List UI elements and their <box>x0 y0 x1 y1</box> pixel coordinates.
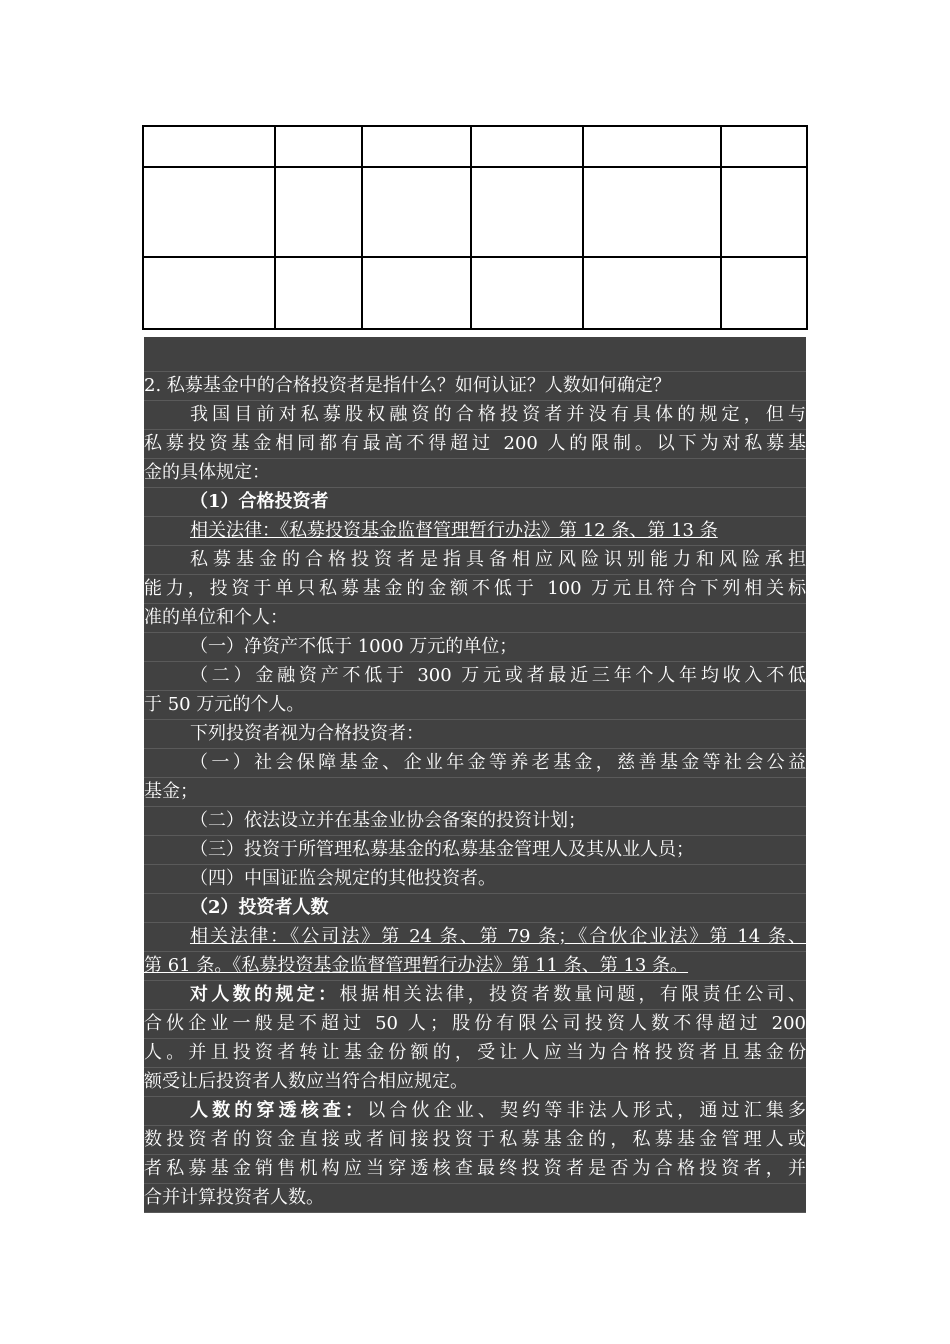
table-cell <box>721 257 807 329</box>
question-title: 2. 私募基金中的合格投资者是指什么？如何认证？人数如何确定？ <box>144 372 806 401</box>
definition-line: 能力，投资于单只私募基金的金额不低于 100 万元且符合下列相关标 <box>144 575 806 604</box>
rule-line: 额受让后投资者人数应当符合相应规定。 <box>144 1068 806 1097</box>
section1-heading: （1）合格投资者 <box>144 488 806 517</box>
table-cell <box>583 126 721 167</box>
section2-law: 第 61 条。《私募投资基金监督管理暂行办法》第 11 条、第 13 条。 <box>144 952 806 981</box>
table-cell <box>362 126 471 167</box>
rule-line <box>144 981 806 1010</box>
lookthrough-line: 合并计算投资者人数。 <box>144 1184 806 1213</box>
lookthrough-line: 数投资者的资金直接或者间接投资于私募基金的，私募基金管理人或 <box>144 1126 806 1155</box>
table-row <box>143 126 807 167</box>
lookthrough-text: 以合伙企业、契约等非法人形式，通过汇集多 <box>367 1100 806 1121</box>
deemed-item: （四）中国证监会规定的其他投资者。 <box>144 865 806 894</box>
document-body <box>144 337 806 1213</box>
section2-law: 相关法律：《公司法》第 24 条、第 79 条；《合伙企业法》第 14 条、 <box>144 923 806 952</box>
definition-line: 私募基金的合格投资者是指具备相应风险识别能力和风险承担 <box>144 546 806 575</box>
table-cell <box>721 167 807 257</box>
blank-line <box>144 337 806 372</box>
table-cell <box>275 167 362 257</box>
table-cell <box>275 257 362 329</box>
criteria-item: （二）金融资产不低于 300 万元或者最近三年个人年均收入不低 <box>144 662 806 691</box>
intro-line: 我国目前对私募股权融资的合格投资者并没有具体的规定，但与 <box>144 401 806 430</box>
intro-line: 私募投资基金相同都有最高不得超过 200 人的限制。以下为对私募基 <box>144 430 806 459</box>
table-cell <box>362 257 471 329</box>
table-row <box>143 257 807 329</box>
intro-line: 金的具体规定： <box>144 459 806 488</box>
table-row <box>143 167 807 257</box>
table-cell <box>471 257 583 329</box>
table-cell <box>275 126 362 167</box>
table-cell <box>583 167 721 257</box>
rule-line: 人。并且投资者转让基金份额的，受让人应当为合格投资者且基金份 <box>144 1039 806 1068</box>
rule-text: 根据相关法律，投资者数量问题，有限责任公司、 <box>339 984 806 1005</box>
lookthrough-line: 者私募基金销售机构应当穿透核查最终投资者是否为合格投资者，并 <box>144 1155 806 1184</box>
section1-law: 相关法律：《私募投资基金监督管理暂行办法》第 12 条、第 13 条 <box>144 517 806 546</box>
table-cell <box>471 167 583 257</box>
deemed-item: 基金； <box>144 778 806 807</box>
table-cell <box>362 167 471 257</box>
criteria-item: 于 50 万元的个人。 <box>144 691 806 720</box>
rule-line: 合伙企业一般是不超过 50 人；股份有限公司投资人数不得超过 200 <box>144 1010 806 1039</box>
table-cell <box>583 257 721 329</box>
deemed-item: （三）投资于所管理私募基金的私募基金管理人及其从业人员； <box>144 836 806 865</box>
table-cell <box>143 167 275 257</box>
lookthrough-line <box>144 1097 806 1126</box>
definition-line: 准的单位和个人： <box>144 604 806 633</box>
table-cell <box>143 126 275 167</box>
deemed-item: （一）社会保障基金、企业年金等养老基金，慈善基金等社会公益 <box>144 749 806 778</box>
table-cell <box>721 126 807 167</box>
deemed-intro: 下列投资者视为合格投资者： <box>144 720 806 749</box>
section2-heading: （2）投资者人数 <box>144 894 806 923</box>
table-cell <box>143 257 275 329</box>
deemed-item: （二）依法设立并在基金业协会备案的投资计划； <box>144 807 806 836</box>
criteria-item: （一）净资产不低于 1000 万元的单位； <box>144 633 806 662</box>
rule-label: 对人数的规定： <box>190 984 340 1005</box>
lookthrough-label: 人数的穿透核查： <box>190 1100 368 1121</box>
table-cell <box>471 126 583 167</box>
empty-table <box>142 125 808 330</box>
